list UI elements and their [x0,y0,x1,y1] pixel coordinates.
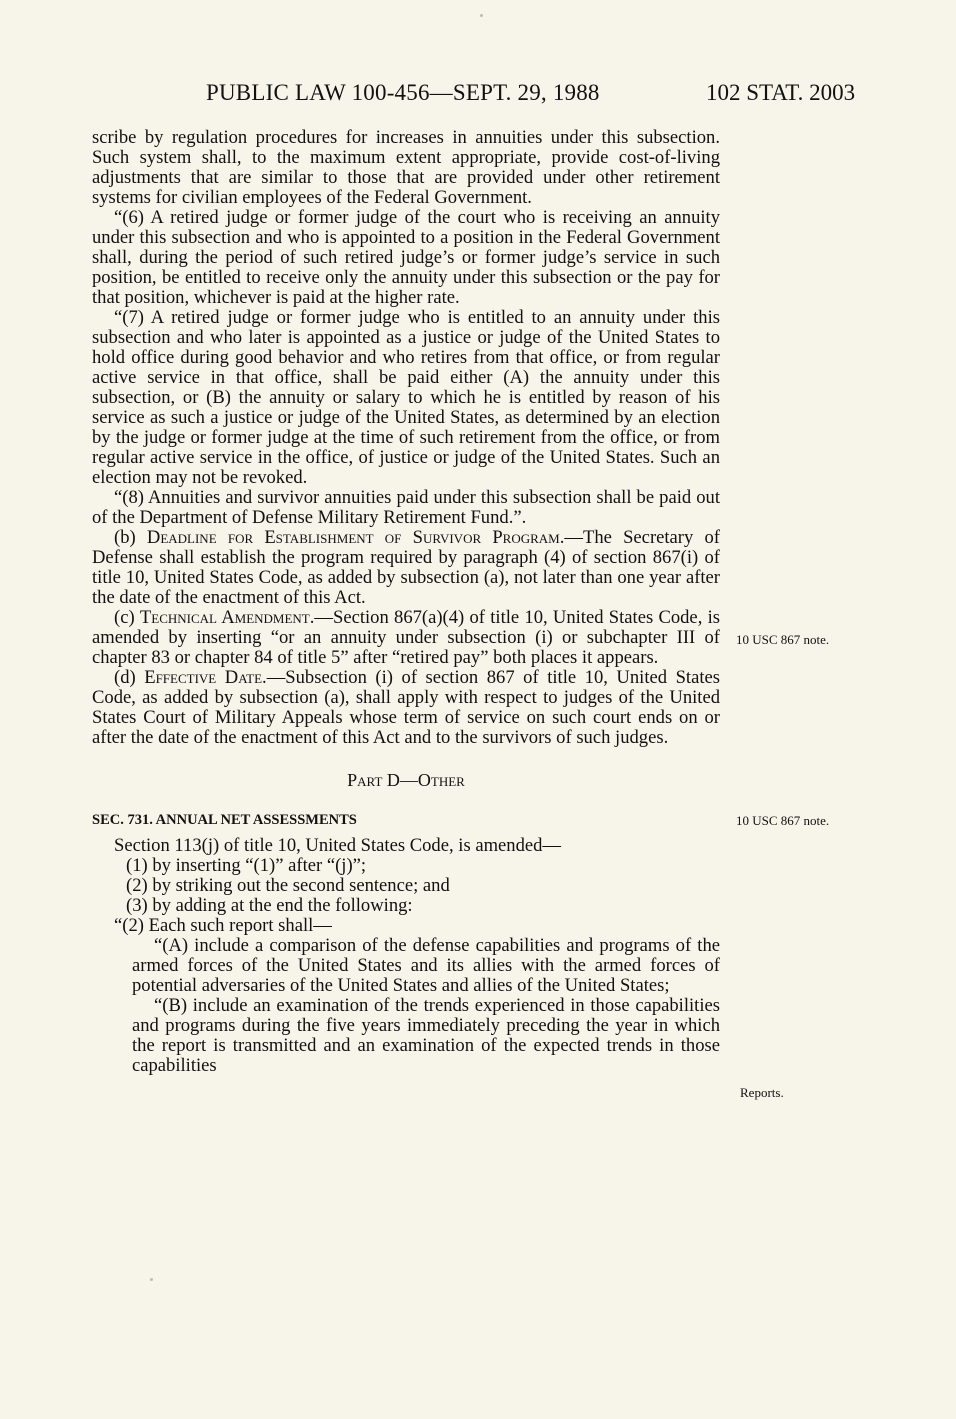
scan-speck [150,1278,153,1281]
quote-subparagraph-b: “(B) include an examination of the trends experienced in those capabilities and programs during the five years immediately preceding the year in which the report is transmitted and an examination of the expected trends in those capabilities [132,995,720,1076]
stat-page-number: 102 STAT. 2003 [706,80,856,105]
paragraph-6: “(6) A retired judge or former judge of the court who is receiving an annuity under this subsection and who is appointed to a position in the Federal Government shall, during the period of such retired judge’s or former judge’s service in such position, be entitled to receive only the annuity under this subsection or the pay for that position, whichever is paid at the higher rate. [92,207,720,308]
paragraph-7: “(7) A retired judge or former judge who is entitled to an annuity under this subsection and who later is appointed as a justice or judge of the United States to hold office during good behavior and who retires from that office, or from regular active service in that office, shall be paid either (A) the annuity under this subsection, or (B) the annuity or salary to which he is entitled by reason of his service as such a justice or judge of the United States, as determined by an election by the judge or former judge at the time of such retirement from the office, or from regular active service in the office, of justice or judge of the United States. Such an election may not be revoked. [92,307,720,488]
section-heading: SEC. 731. ANNUAL NET ASSESSMENTS [92,812,357,828]
subsection-c-lead: (c) [114,607,140,628]
subsection-b-caption: Deadline for Establishment of Survivor Program. [146,527,565,548]
subsection-b-text: —The Secretary of Defense shall establish the program required by paragraph (4) of section 867(i) of title 10, United States Code, as added by subsection (a), not later than one year after the date of the enactment of this Act. [92,527,720,608]
subsection-d-lead: (d) [114,667,145,688]
running-head: PUBLIC LAW 100-456—SEPT. 29, 1988 [206,80,600,105]
paragraph-continuation: scribe by regulation procedures for increases in annuities under this subsection. Such system shall, to the maximum extent appropriate, provide cost-of-living adjustments that are similar to those that are provided under other retirement systems for civilian employees of the Federal Government. [92,127,720,208]
section-intro: Section 113(j) of title 10, United States Code, is amended— [114,835,562,856]
list-item: (3) by adding at the end the following: [126,895,413,916]
list-item: (2) by striking out the second sentence; and [126,875,450,896]
margin-note-reports: Reports. [740,1085,784,1100]
margin-note-citation: 10 USC 867 note. [736,632,830,647]
subsection-d-text: —Subsection (i) of section 867 of title 10, United States Code, as added by subsection (a), shall apply with respect to judges of the United States Court of Military Appeals whose term of service on such court ends on or after the date of the enactment of this Act and to the survivors of such judges. [92,667,720,748]
list-item: (1) by inserting “(1)” after “(j)”; [126,855,367,876]
quote-paragraph-2: “(2) Each such report shall— [114,915,332,936]
part-title: Part D—Other [347,770,465,790]
paragraph-8: “(8) Annuities and survivor annuities paid under this subsection shall be paid out of the Department of Defense Military Retirement Fund.”. [92,487,720,528]
subsection-c-caption: Technical Amendment. [139,607,315,628]
subsection-d [92,668,720,748]
subsection-c-text: —Section 867(a)(4) of title 10, United States Code, is amended by inserting “or an annuity under subsection (i) or subchapter III of chapter 83 or chapter 84 of title 5” after “retired pay” both places it appears. [92,607,720,668]
subsection-b [92,528,720,608]
body-text [92,128,720,1076]
quote-subparagraph-a: “(A) include a comparison of the defense capabilities and programs of the armed forces of the United States and its allies with the armed forces of potential adversaries of the United States and allies of the United States; [132,935,720,996]
margin-note-citation: 10 USC 867 note. [736,813,830,828]
subsection-c [92,608,720,668]
scan-speck [480,14,483,17]
subsection-b-lead: (b) [114,527,147,548]
subsection-d-caption: Effective Date. [144,667,267,688]
